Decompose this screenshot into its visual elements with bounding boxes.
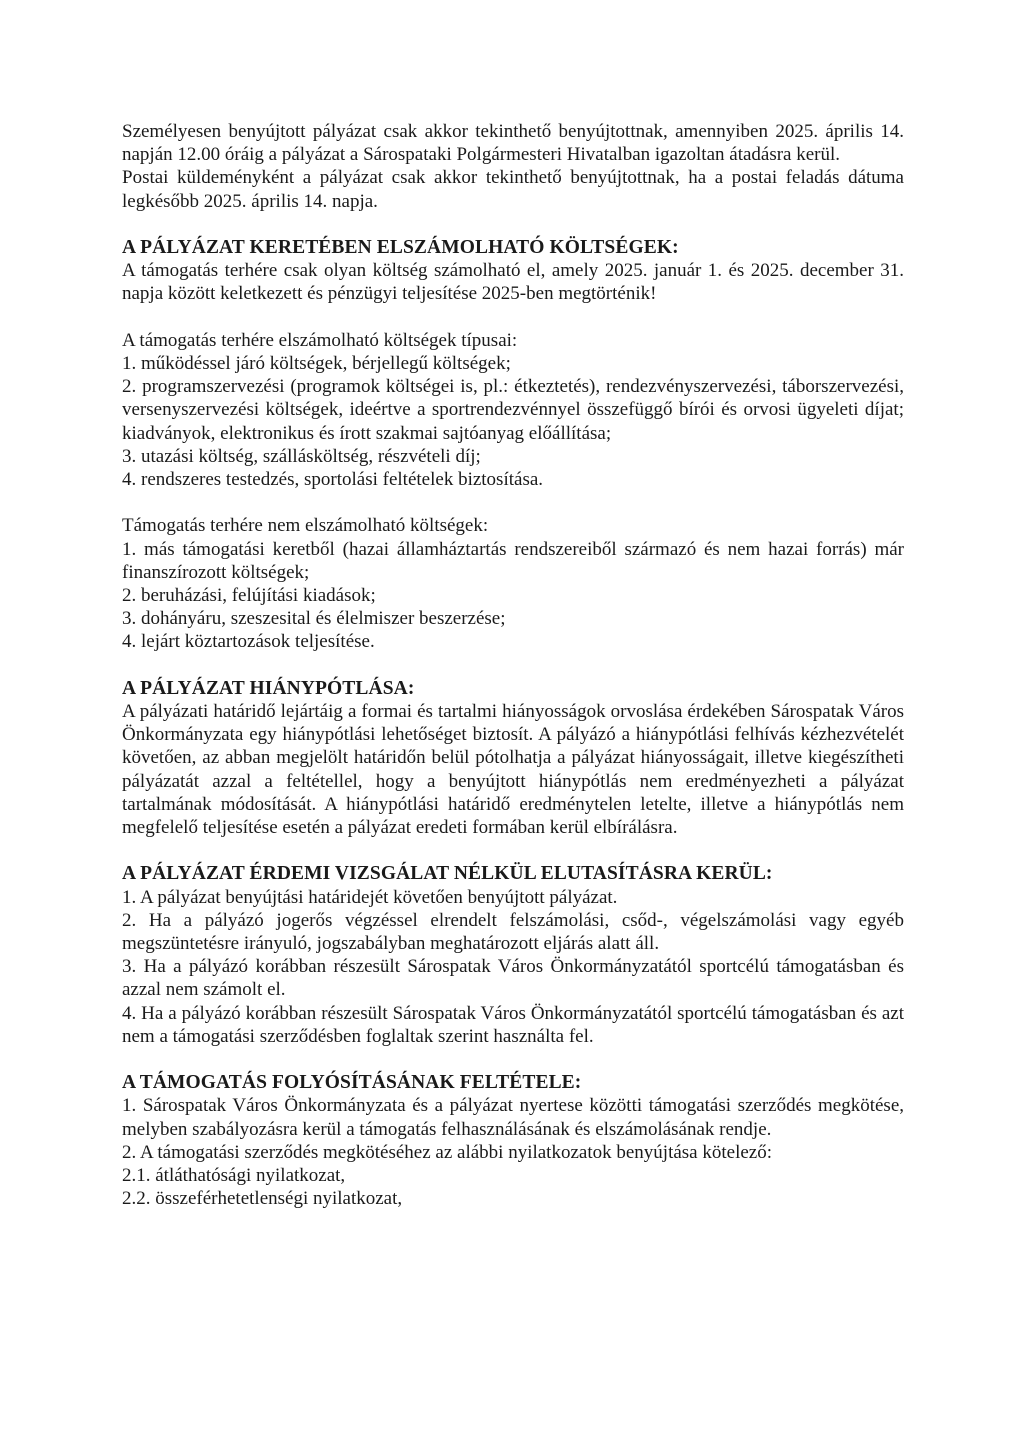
list-item: 1. működéssel járó költségek, bérjellegű költségek; <box>122 353 511 374</box>
deficiency-heading: A PÁLYÁZAT HIÁNYPÓTLÁSA: <box>122 677 415 699</box>
personal-submission-paragraph: Személyesen benyújtott pályázat csak akkor tekinthető benyújtottnak, amennyiben 2025. április 14. napján 12.00 óráig a pályázat a Sárospataki Polgármesteri Hivatalban igazoltan átadásra kerül. <box>122 121 904 166</box>
list-item: 2. programszervezési (programok költségei is, pl.: étkeztetés), rendezvényszervezési, táborszervezési, versenyszervezési költségek, ideértve a sportrendezvénnyel összefüggő bírói és orvosi ügyeleti díjat; kiadványok, elektronikus és írott szakmai sajtóanyag előállítása; <box>122 376 904 444</box>
list-item: 2. A támogatási szerződés megkötéséhez az alábbi nyilatkozatok benyújtása kötelező: <box>122 1141 772 1163</box>
spacer <box>122 654 904 677</box>
deficiency-paragraph: A pályázati határidő lejártáig a formai és tartalmi hiányosságok orvoslása érdekében Sárospatak Város Önkormányzata egy hiánypótlási lehetőséget biztosít. A pályázó a hiánypótlási felhívás kézhezvételét követően, az abban megjelölt határidőn belül pótolhatja a pályázat hiányosságait, illetve kiegészítheti pályázatát azzal a feltétellel, hogy a benyújtott hiánypótlás nem eredményezheti a pályázat tartalmának módosítását. A hiánypótlási határidő eredménytelen letelte, illetve a hiánypótlás nem megfelelő teljesítése esetén a pályázat eredeti formában kerül elbírálásra. <box>122 701 904 839</box>
spacer <box>122 839 904 862</box>
list-item: 3. dohányáru, szeszesital és élelmiszer beszerzése; <box>122 608 506 630</box>
eligible-costs-heading: A PÁLYÁZAT KERETÉBEN ELSZÁMOLHATÓ KÖLTSÉGEK: <box>122 237 679 258</box>
list-item: 4. rendszeres testedzés, sportolási feltételek biztosítása. <box>122 469 544 491</box>
list-item: 4. lejárt köztartozások teljesítése. <box>122 631 375 653</box>
rejection-heading: A PÁLYÁZAT ÉRDEMI VIZSGÁLAT NÉLKÜL ELUTASÍTÁSRA KERÜL: <box>122 863 773 885</box>
rejection-list <box>122 886 904 1048</box>
eligible-types-list <box>122 352 904 491</box>
eligible-types-label: A támogatás terhére elszámolható költségek típusai: <box>122 329 518 351</box>
spacer <box>122 306 904 329</box>
disbursement-list <box>122 1094 904 1210</box>
list-item: 1. A pályázat benyújtási határidejét követően benyújtott pályázat. <box>122 886 618 908</box>
list-item: 1. Sárospatak Város Önkormányzata és a pályázat nyertese közötti támogatási szerződés megkötése, melyben szabályozásra kerül a támogatás felhasználásának és elszámolásának rendje. <box>122 1095 904 1140</box>
disbursement-heading: A TÁMOGATÁS FOLYÓSÍTÁSÁNAK FELTÉTELE: <box>122 1072 582 1094</box>
list-item: 3. utazási költség, szállásköltség, részvételi díj; <box>122 445 481 467</box>
postal-submission-paragraph: Postai küldeményként a pályázat csak akkor tekinthető benyújtottnak, ha a postai feladás dátuma legkésőbb 2025. április 14. napja. <box>122 167 904 212</box>
spacer <box>122 491 904 514</box>
list-item: 2.1. átláthatósági nyilatkozat, <box>122 1165 346 1187</box>
list-item: 1. más támogatási keretből (hazai államháztartás rendszereiből származó és nem hazai forrás) már finanszírozott költségek; <box>122 538 904 583</box>
list-item: 2.2. összeférhetetlenségi nyilatkozat, <box>122 1188 403 1210</box>
document-page <box>122 120 904 1210</box>
spacer <box>122 1048 904 1071</box>
list-item: 2. Ha a pályázó jogerős végzéssel elrendelt felszámolási, csőd-, végelszámolási vagy egyéb megszüntetésre irányuló, jogszabályban meghatározott eljárás alatt áll. <box>122 909 904 955</box>
non-eligible-list <box>122 538 904 654</box>
list-item: 2. beruházási, felújítási kiadások; <box>122 585 376 607</box>
spacer <box>122 213 904 236</box>
list-item: 3. Ha a pályázó korábban részesült Sárospatak Város Önkormányzatától sportcélú támogatásban és azzal nem számolt el. <box>122 956 904 1001</box>
eligible-costs-intro: A támogatás terhére csak olyan költség számolható el, amely 2025. január 1. és 2025. december 31. napja között keletkezett és pénzügyi teljesítése 2025-ben megtörténik! <box>122 260 904 305</box>
list-item: 4. Ha a pályázó korábban részesült Sárospatak Város Önkormányzatától sportcélú támogatásban és azt nem a támogatási szerződésben foglaltak szerint használta fel. <box>122 1002 904 1047</box>
non-eligible-label: Támogatás terhére nem elszámolható költségek: <box>122 515 489 537</box>
